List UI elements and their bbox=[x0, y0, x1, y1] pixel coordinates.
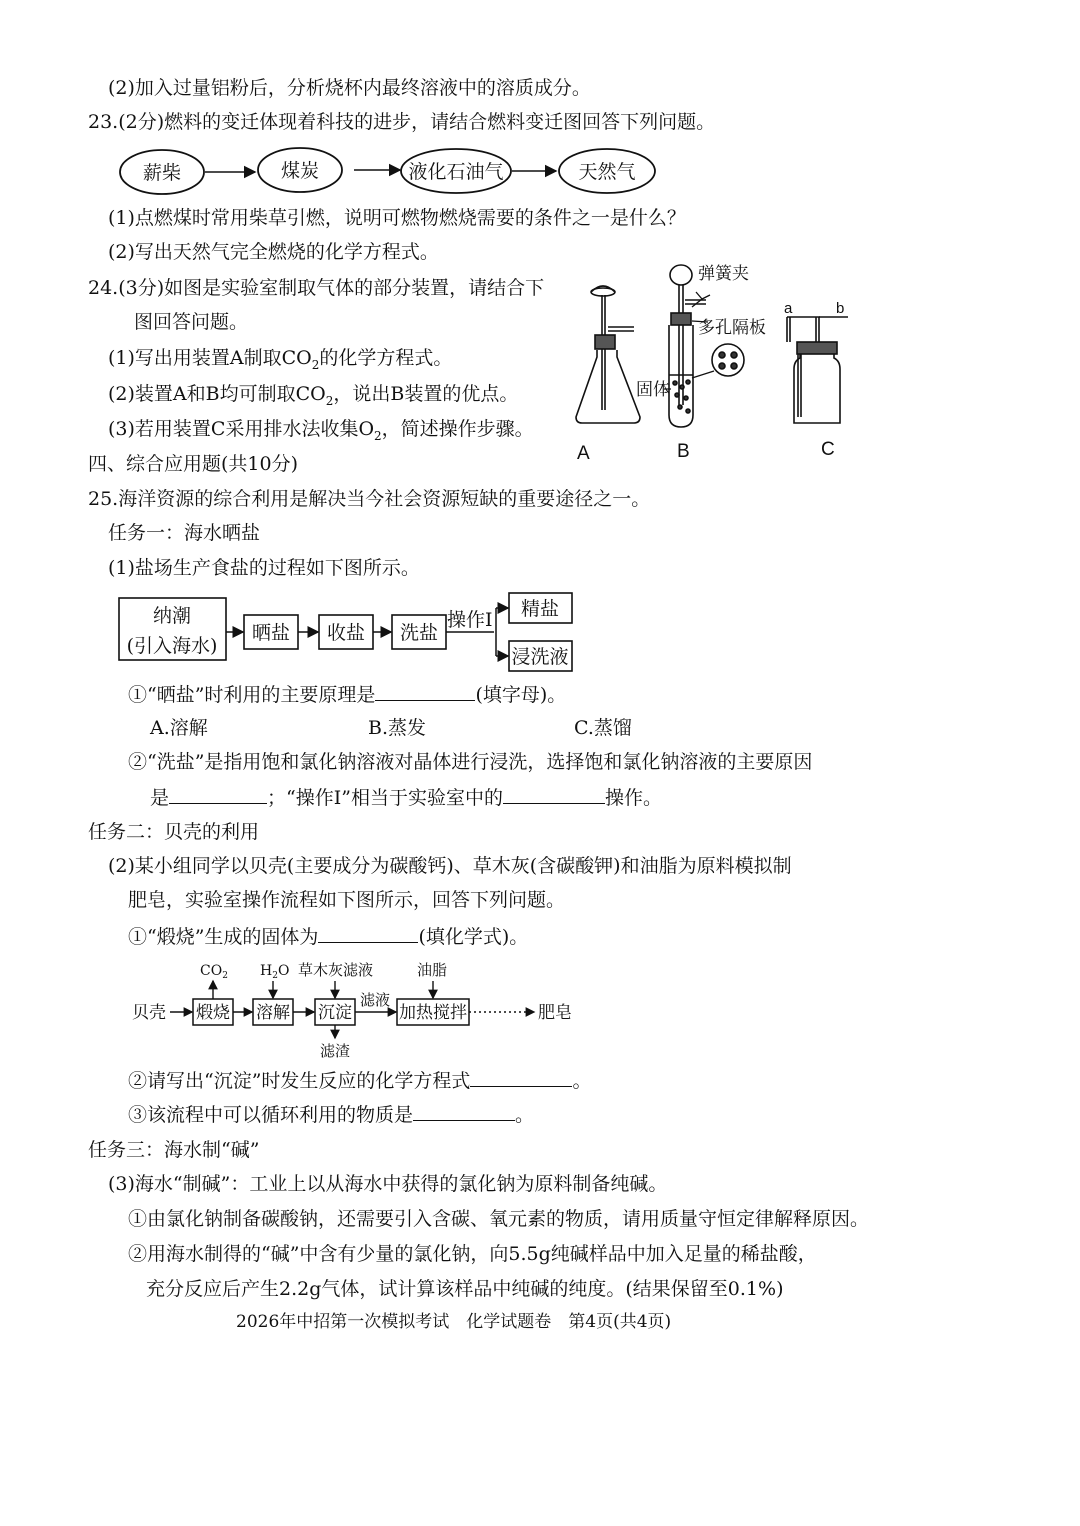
soap-making-flowchart bbox=[130, 958, 580, 1063]
q25-part3: (3)海水“制碱”：工业上以从海水中获得的氯化钠为原料制备纯碱。 bbox=[108, 1173, 668, 1195]
residue-label: 滤渣 bbox=[320, 1042, 351, 1060]
flow-end-soap: 肥皂 bbox=[538, 1003, 572, 1023]
task3-title: 任务三：海水制“碱” bbox=[88, 1139, 260, 1161]
apparatus-c bbox=[787, 317, 848, 423]
intake-line1: 纳潮 bbox=[152, 605, 192, 627]
intake-line2: (引入海水) bbox=[126, 635, 218, 657]
output-wash-liquid: 浸洗液 bbox=[511, 646, 569, 668]
fuel-label-lpg: 液化石油气 bbox=[408, 161, 504, 183]
q25-q6: ①由氯化钠制备碳酸钠，还需要引入含碳、氧元素的物质，请用质量守恒定律解释原因。 bbox=[128, 1208, 870, 1230]
step-collect: 收盐 bbox=[326, 622, 366, 644]
gas-apparatus-figure bbox=[568, 255, 868, 470]
output-fine-salt: 精盐 bbox=[520, 598, 560, 620]
co2-label: $CO_2$ bbox=[200, 963, 228, 981]
section4-title: 四、综合应用题(共10分) bbox=[88, 453, 299, 475]
apparatus-a-label: A bbox=[577, 443, 590, 464]
q23-part2: (2)写出天然气完全燃烧的化学方程式。 bbox=[108, 241, 439, 263]
q25-q5: ③该流程中可以循环利用的物质是 。 bbox=[128, 1104, 535, 1126]
step-dissolve: 溶解 bbox=[256, 1003, 290, 1023]
fuel-evolution-diagram bbox=[110, 145, 670, 197]
q24-stem-line1: 24.(3分)如图是实验室制取气体的部分装置，请结合下 bbox=[88, 277, 545, 299]
apparatus-b-label: B bbox=[677, 441, 690, 462]
q23-stem: 23.(2分)燃料的变迁体现着科技的进步，请结合燃料变迁图回答下列问题。 bbox=[88, 111, 716, 133]
fuel-label-firewood: 薪柴 bbox=[142, 162, 182, 184]
option-b: B.蒸发 bbox=[368, 717, 427, 739]
q23-part1: (1)点燃煤时常用柴草引燃，说明可燃物燃烧需要的条件之一是什么？ bbox=[108, 207, 686, 229]
q25-part2-line2: 肥皂，实验室操作流程如下图所示，回答下列问题。 bbox=[128, 889, 566, 911]
h2o-label: $H_2O$ bbox=[260, 963, 290, 981]
apparatus-c-label: C bbox=[821, 439, 835, 460]
q22-part2: (2)加入过量铝粉后，分析烧杯内最终溶液中的溶质成分。 bbox=[108, 77, 591, 99]
task2-title: 任务二：贝壳的利用 bbox=[88, 821, 260, 843]
option-a: A.溶解 bbox=[150, 717, 208, 739]
q25-q3: ①“煅烧”生成的固体为 (填化学式)。 bbox=[128, 926, 529, 948]
task1-title: 任务一：海水晒盐 bbox=[108, 522, 261, 544]
step-calcine: 煅烧 bbox=[196, 1003, 230, 1023]
q25-q7-line1: ②用海水制得的“碱”中含有少量的氯化钠，向5.5g纯碱样品中加入足量的稀盐酸， bbox=[128, 1243, 817, 1265]
apparatus-b bbox=[664, 265, 744, 427]
fuel-label-coal: 煤炭 bbox=[280, 160, 320, 182]
operation-label: 操作I bbox=[447, 609, 493, 631]
fuel-label-natural-gas: 天然气 bbox=[578, 161, 636, 183]
filtrate-label: 滤液 bbox=[360, 991, 391, 1009]
flow-start-shell: 贝壳 bbox=[132, 1003, 166, 1023]
q24-part2: (2)装置A和B均可制取$CO_2$，说出B装置的优点。 bbox=[108, 383, 519, 408]
page-footer: 2026年中招第一次模拟考试 化学试题卷 第4页(共4页) bbox=[236, 1312, 672, 1332]
q25-q2-line1: ②“洗盐”是指用饱和氯化钠溶液对晶体进行浸洗，选择饱和氯化钠溶液的主要原因 bbox=[128, 751, 813, 773]
step-heat-stir: 加热搅拌 bbox=[399, 1003, 467, 1023]
q25-part1: (1)盐场生产食盐的过程如下图所示。 bbox=[108, 557, 420, 579]
q25-q4: ②请写出“沉淀”时发生反应的化学方程式 。 bbox=[128, 1070, 592, 1092]
spring-clip-label: 弹簧夹 bbox=[698, 264, 749, 284]
q25-q1: ①“晒盐”时利用的主要原理是 (填字母)。 bbox=[128, 684, 567, 706]
apparatus-a bbox=[576, 286, 640, 423]
q25-part2-line1: (2)某小组同学以贝壳(主要成分为碳酸钙)、草木灰(含碳酸钾)和油脂为原料模拟制 bbox=[108, 855, 792, 877]
porous-plate-label: 多孔隔板 bbox=[698, 318, 766, 338]
ash-filtrate-label: 草木灰滤液 bbox=[298, 961, 374, 979]
q24-part1: (1)写出用装置A制取$CO_2$的化学方程式。 bbox=[108, 347, 453, 372]
step-sun-dry: 晒盐 bbox=[251, 622, 291, 644]
salt-production-flowchart bbox=[116, 590, 581, 675]
q24-stem-line2: 图回答问题。 bbox=[134, 311, 249, 333]
port-a-label: a bbox=[784, 300, 793, 317]
port-b-label: b bbox=[836, 300, 845, 317]
step-wash: 洗盐 bbox=[399, 622, 439, 644]
oil-label: 油脂 bbox=[417, 961, 448, 979]
q25-stem: 25.海洋资源的综合利用是解决当今社会资源短缺的重要途径之一。 bbox=[88, 488, 651, 510]
q25-q7-line2: 充分反应后产生2.2g气体，试计算该样品中纯碱的纯度。(结果保留至0.1%) bbox=[146, 1278, 784, 1300]
option-c: C.蒸馏 bbox=[574, 717, 632, 739]
q24-part3: (3)若用装置C采用排水法收集$O_2$，简述操作步骤。 bbox=[108, 418, 534, 443]
step-precipitate: 沉淀 bbox=[318, 1003, 352, 1023]
q25-q2-line2: 是 ；“操作I”相当于实验室中的 操作。 bbox=[150, 787, 662, 809]
solid-label: 固体 bbox=[636, 380, 670, 400]
